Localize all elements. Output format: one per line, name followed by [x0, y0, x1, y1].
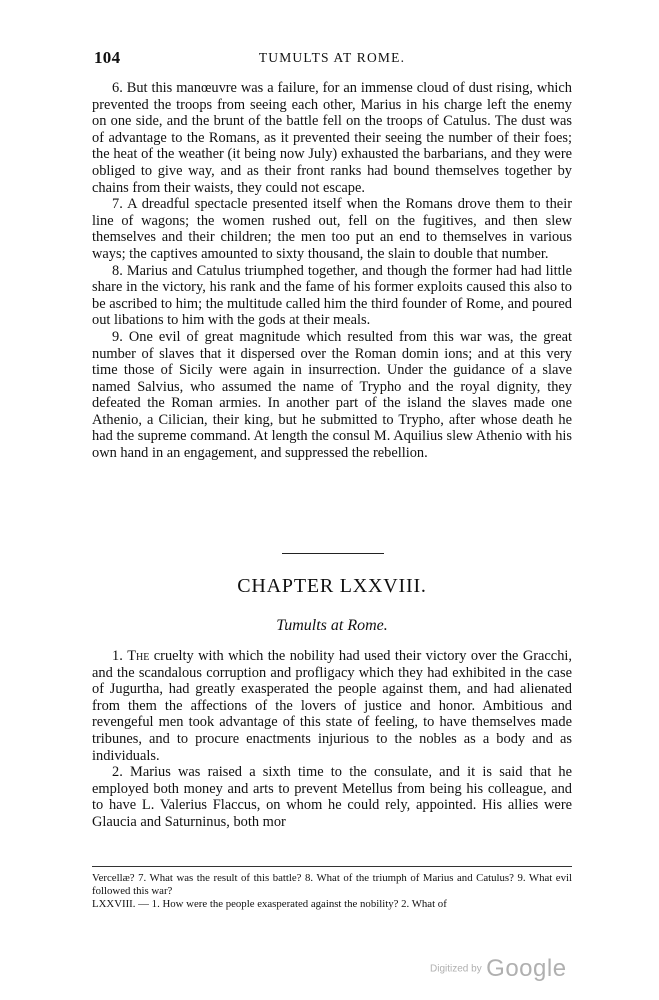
paragraph: [92, 263, 572, 329]
paragraph: [92, 329, 572, 462]
digitized-watermark: [430, 955, 567, 985]
page-header: [94, 48, 570, 68]
running-head: TUMULTS AT ROME.: [258, 50, 406, 65]
paragraph-number: 6.: [112, 80, 123, 96]
chapter-subtitle: Tumults at Rome.: [276, 617, 388, 634]
footnote-questions: Vercellæ? 7. What was the result of this battle? 8. What of the triumph of Marius and Catulus? 9. What evil followed this war?: [92, 872, 572, 897]
paragraph: [92, 196, 572, 262]
paragraph-text: Marius was raised a sixth time to the consulate, and it is said that he employed both money and arts to prevent Metellus from being his colleague, and to have L. Valerius Flaccus, on whom he could rely, appointed. His allies were Glaucia and Saturninus, both mor: [92, 764, 572, 830]
paragraph: [92, 80, 572, 196]
paragraph-number: 9.: [112, 328, 123, 345]
paragraph: [92, 764, 572, 830]
paragraph-text: But this manœuvre was a failure, for an immense cloud of dust rising, which prevented the troops from seeing each other, Marius in his charge left the enemy on one side, and the brunt of the battle fell on the troops of Catulus. The dust was of advantage to the Romans, as it prevented their seeing the number of their foes; the heat of the weather (it being now July) exhausted the barbarians, and they were obliged to give way, and as their front ranks had bound themselves together by chains from their waists, they could not escape.: [92, 80, 572, 196]
footnote-questions: LXXVIII. — 1. How were the people exasperated against the nobility? 2. What of: [92, 898, 447, 910]
paragraph-text: One evil of great magnitude which resulted from this war was, the great number of slaves that it dispersed over the Roman domin ions; and at this very time those of Sicily were again in insurrection. Under the guidance of a slave named Salvius, who assumed the name of Trypho and the royal dignity, they defeated the Roman armies. In another part of the island the slaves made one Athenio, a Cilician, their king, but he submitted to Trypho, after whose death he had the supreme command. At length the consul M. Aquilius slew Athenio with his own hand in an engagement, and suppressed the rebellion.: [92, 328, 572, 462]
paragraph-text: Marius and Catulus triumphed together, and though the former had had little share in the victory, his rank and the fame of his former exploits caused this also to be ascribed to him; the multitude called him the third founder of Rome, and poured out libations to him with the gods at their meals.: [92, 262, 572, 329]
paragraph-number: 1.: [112, 648, 123, 664]
paragraph: [92, 648, 572, 764]
paragraph-number: 2.: [112, 764, 123, 781]
paragraph-number: 7.: [112, 196, 123, 213]
body-text-top: [92, 80, 572, 462]
chapter-title: CHAPTER LXXVIII.: [237, 575, 427, 597]
paragraph-lead-word: The: [127, 648, 150, 664]
paragraph-text: A dreadful spectacle presented itself when the Romans drove them to their line of wagons; the women rushed out, fell on the fugitives, and then slew themselves and their children; the men too put an end to themselves in various ways; the captives amounted to sixty thousand, the slain to double that number.: [92, 196, 572, 262]
body-text-bottom: [92, 648, 572, 831]
google-logo-text: Google: [486, 955, 567, 982]
watermark-prefix: Digitized by: [430, 963, 482, 975]
paragraph-text: cruelty with which the nobility had used their victory over the Gracchi, and the scandalous corruption and profligacy which they had exhibited in the case of Jugurtha, had greatly exasperated the people against them, and had alienated from them the affections of the lovers of justice and honor. Ambitious and revengeful men took advantage of this state of feeling, to have themselves made tribunes, and to procure enactments injurious to the nobles as a body and as individuals.: [92, 648, 572, 764]
page-number: 104: [94, 48, 121, 67]
footnotes: [92, 872, 572, 911]
paragraph-number: 8.: [112, 262, 123, 279]
footnote-rule: [92, 866, 572, 867]
section-divider: [282, 553, 384, 554]
